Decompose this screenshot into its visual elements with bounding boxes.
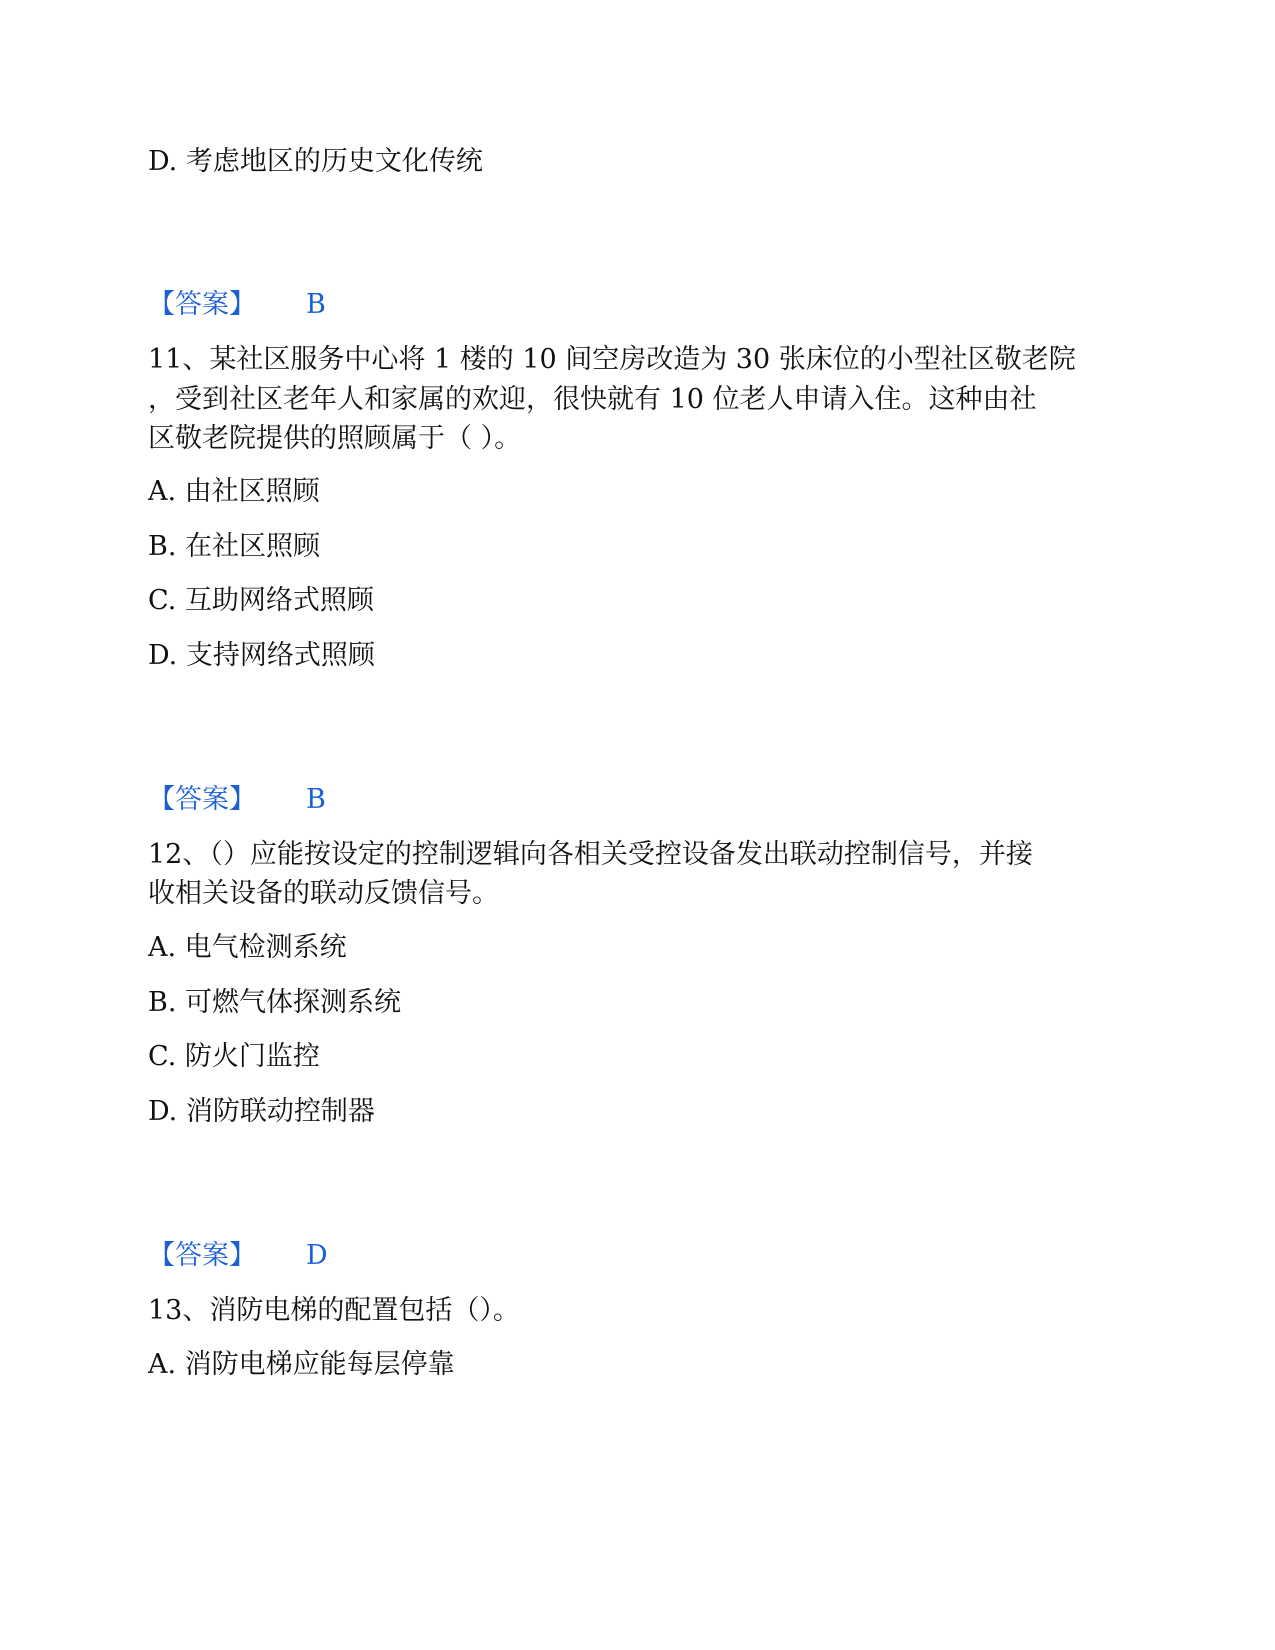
q12-option-c: C. 防火门监控 [148,1041,320,1072]
q12-option-d: D. 消防联动控制器 [148,1096,375,1127]
q12-stem-line-2: 收相关设备的联动反馈信号。 [148,878,499,909]
q11-stem-line-2: ，受到社区老年人和家属的欢迎，很快就有 10 位老人申请入住。这种由社 [148,384,1037,415]
q13-stem-line-1: 13、消防电梯的配置包括（）。 [148,1295,520,1326]
q10-answer-value: B [306,289,326,320]
q11-option-b: B. 在社区照顾 [148,531,321,562]
q11-option-d: D. 支持网络式照顾 [148,640,375,671]
q10-answer-label: 【答案】 [148,289,256,320]
q11-stem-line-1: 11、某社区服务中心将 1 楼的 10 间空房改造为 30 张床位的小型社区敬老院 [148,344,1076,375]
q12-answer-label: 【答案】 [148,1240,256,1271]
q11-answer-label: 【答案】 [148,784,256,815]
q11-option-a: A. 由社区照顾 [148,476,320,507]
q12-option-b: B. 可燃气体探测系统 [148,987,402,1018]
q12-option-a: A. 电气检测系统 [148,932,347,963]
q12-answer-value: D [306,1240,328,1271]
q11-answer-value: B [306,784,326,815]
q11-stem-line-3: 区敬老院提供的照顾属于（ ）。 [148,423,522,454]
q11-option-c: C. 互助网络式照顾 [148,585,374,616]
q10-option-d: D. 考虑地区的历史文化传统 [148,146,483,177]
q13-option-a: A. 消防电梯应能每层停靠 [148,1349,455,1380]
q12-stem-line-1: 12、（）应能按设定的控制逻辑向各相关受控设备发出联动控制信号，并接 [148,839,1033,870]
